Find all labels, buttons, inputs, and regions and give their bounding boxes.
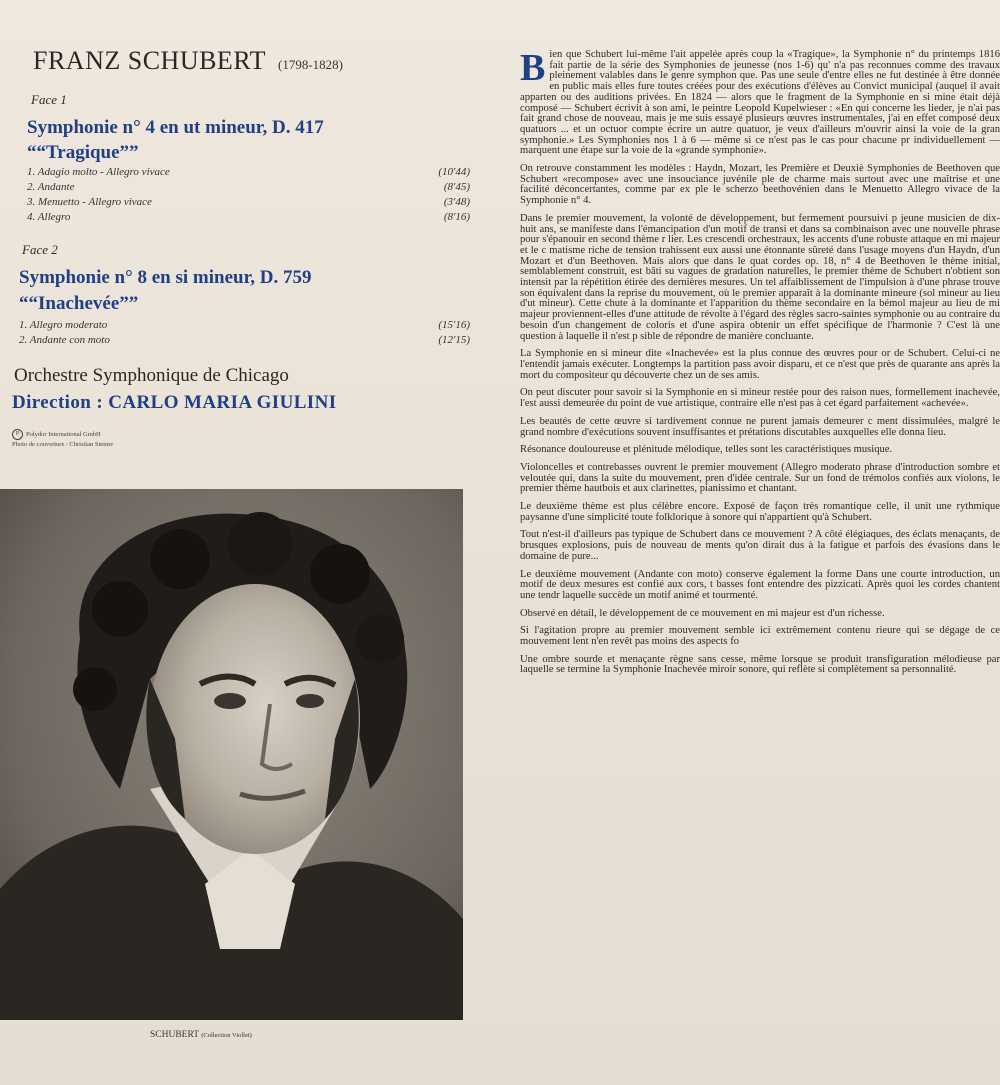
face-1-label: Face 1 xyxy=(31,92,67,107)
label-credit: Polydor International GmbH xyxy=(26,430,101,438)
notes-paragraph xyxy=(520,50,1000,157)
symphony-8-subtitle: ““Inachevée”” xyxy=(19,293,139,314)
composer-dates: (1798-1828) xyxy=(277,57,343,72)
portrait-illustration xyxy=(0,489,463,1020)
track-name: 1. Adagio molto - Allegro vivace xyxy=(27,166,170,178)
track-row xyxy=(19,318,470,333)
photo-credit: Photo de couverture : Christian Steiner xyxy=(12,441,114,448)
paragraph-text: ien que Schubert lui-même l'ait appelée après coup la «Tragique», la Symphonie n° du printemps 1816 fait partie de la série des Symphonies de jeunesse (nos 1-6) qu' n'a pas reconnues comme des travaux pleinement valables dans le genre symphon que. Pas une seule d'entre elles ne fut destinée à être donnée en public mais elles fure toutes créées pour des exécutions d'élèves au Convict municipal (auquel il avait apparten ou des auditions privées. En 1824 — alors que le fragment de la Symphonie en si mine était déjà composé — Schubert écrivit à son ami, le peintre Leopold Kupelwieser : «En qui concerne les lieder, je n'ai pas fait grand chose de nouveau, mais je me suis essayé plusieurs œuvres instrumentales, j'ai en effet composé deux quatuors ... et un octuor compte écrire un autre quatuor, je veux d'ailleurs m'ouvrir ainsi la voie de la gran symphonie.» Les Symphonies nos 1 à 6 — même si ce n'est pas le cas pour chacune pr individuellement — marquent une étape sur la voie de la «grande symphonie». xyxy=(520,50,1000,157)
phonogram-icon: P xyxy=(12,429,23,440)
track-name: 2. Andante con moto xyxy=(19,334,110,346)
track-row xyxy=(27,195,470,210)
track-row xyxy=(27,210,470,225)
composer-header xyxy=(33,46,343,76)
notes-paragraph: Violoncelles et contrebasses ouvrent le premier mouvement (Allegro moderato phrase d'introduction sombre et veloutée qui, dans la suite du mouvement, pren d'idée centrale. Sur un fond de trémolos confiés aux violons, le premier thème hautbois et aux clarinettes, pianissimo et chantant. xyxy=(520,461,1000,495)
orchestra-name: Orchestre Symphonique de Chicago xyxy=(14,365,289,386)
notes-paragraph: Dans le premier mouvement, la volonté de développement, but fermement poursuivi p jeune musicien de dix-huit ans, se manifeste dans l'émancipation d'un motif de transi et dans sa combinaison avec une nouvelle phrase pour s'épanouir en second thème r lier. Les crescendi orchestraux, les accents d'une robuste attaque en mi majeur et le c matisme riche de tension trahissent eux aussi une étonnante sûreté dans l'usage moyens d'un Haydn, d'un Mozart et d'un Beethoven. Mais alors que dans le quat cordes op. 18, n° 4 de Beethoven le thème initial, semblablement construit, est bâti su vagues de gradation naturelles, le premier thème de Schubert n'obtient son intensit par la répétition étirée des dernières mesures. Un tel affaiblissement de l'impulsion à d'une phrase trouve son équivalent dans la reprise du mouvement, où le premier apparaît à la dominante mineure (sol mineur au lieu d'ut mineur). Cette chute à la dominante et l'apparition du thème secondaire en la bémol majeur au lieu de mi majeur proviennent-elles d'une attitude de révolte à l'égard des règles sacro-saintes symphonie ou au contraire du besoin d'un changement de coloris et d'une aspira obtenir un effet spécifique de l'harmonie ? C'est là une question à laquelle il n'est p sible de répondre de manière concluante. xyxy=(520,212,1000,342)
notes-paragraph: On retrouve constamment les modèles : Haydn, Mozart, les Première et Deuxiè Symphonies de Beethoven que Schubert «recompose» avec une insouciance juvénile ple de charme mais surtout avec une maîtrise et une facilité déconcertantes, comme par ex ple le scherzo beethovénien dans le Menuetto Allegro vivace de la Symphonie n° 4. xyxy=(520,163,1000,207)
track-duration: (10'44) xyxy=(438,166,470,178)
notes-paragraph: Observé en détail, le développement de ce mouvement en mi majeur est d'un richesse. xyxy=(520,607,885,619)
caption-name: SCHUBERT xyxy=(150,1030,199,1040)
composer-name: FRANZ SCHUBERT xyxy=(33,46,266,75)
notes-paragraph: On peut discuter pour savoir si la Symphonie en si mineur restée pour des raison nues, formellement inachevée, l'est aussi demeurée du point de vue artistique, contraire elle n'est pas à cet égard parfaitement «achevée». xyxy=(520,387,1000,410)
face-2-tracklist xyxy=(19,318,470,348)
track-name: 4. Allegro xyxy=(27,211,71,223)
portrait-caption xyxy=(150,1030,252,1040)
liner-notes-column xyxy=(520,50,1000,1080)
drop-cap: B xyxy=(520,50,546,89)
liner-notes-text xyxy=(520,50,1000,683)
caption-credit: (Collection Viollet) xyxy=(201,1032,252,1039)
track-duration: (8'16) xyxy=(443,211,470,223)
track-duration: (8'45) xyxy=(443,181,470,193)
notes-paragraph: Résonance douloureuse et plénitude mélodique, telles sont les caractéristiques musique. xyxy=(520,444,893,456)
track-row xyxy=(19,333,470,348)
conductor-direction: Direction : CARLO MARIA GIULINI xyxy=(12,392,337,413)
track-row xyxy=(27,180,470,195)
track-name: 1. Allegro moderato xyxy=(19,319,108,331)
track-duration: (15'16) xyxy=(438,319,470,331)
notes-paragraph: Tout n'est-il d'ailleurs pas typique de Schubert dans ce mouvement ? A côté élégiaques, des éclats menaçants, de brusques explosions, puis de nouveau de ments qu'on dirait dus à la fatigue et parfois des évasions dans le domaine de pure... xyxy=(520,529,1000,562)
symphony-4-subtitle: ““Tragique”” xyxy=(27,142,139,163)
face-1-tracklist xyxy=(27,165,470,225)
notes-paragraph: Les beautés de cette œuvre si tardivement connue ne purent jamais demeurer c ment dissimulées, malgré le grand nombre d'exécutions souvent insuffisantes et prétations discutables auxquelles elle donna lieu. xyxy=(520,415,1000,438)
track-duration: (12'15) xyxy=(438,334,470,346)
face-2-label: Face 2 xyxy=(22,242,58,257)
notes-paragraph: Une ombre sourde et menaçante règne sans cesse, même lorsque se produit transfiguration mélodieuse par laquelle se termine la Symphonie Inachevée miroir sonore, qui reflète si complètement sa personnalité. xyxy=(520,653,1000,676)
track-name: 2. Andante xyxy=(27,181,75,193)
symphony-4-title: Symphonie n° 4 en ut mineur, D. 417 xyxy=(27,117,324,138)
notes-paragraph: Le deuxième thème est plus célèbre encore. Exposé de façon très romantique celle, il unit une rythmique paysanne d'une simplicité toute folklorique à sonore qui n'appartient qu'à Schubert. xyxy=(520,501,1000,523)
schubert-portrait-image xyxy=(0,489,463,1020)
notes-paragraph: La Symphonie en si mineur dite «Inachevée» est la plus connue des œuvres pour or de Schubert. Celui-ci ne l'entendit jamais exécuter. Longtemps la partition pass avoir disparu, et ce n'est que près de quarante ans après la mort du compositeur qu découverte chez un de ses amis. xyxy=(520,348,1000,381)
credits-block xyxy=(12,429,113,449)
symphony-8-title: Symphonie n° 8 en si mineur, D. 759 xyxy=(19,267,312,288)
notes-paragraph: Le deuxième mouvement (Andante con moto) conserve également la forme Dans une courte introduction, un motif de deux mesures est confié aux cors, t basses font entendre des pizzicati. Après quoi les cordes chantent une tendr laquelle succède un motif animé et tourmenté. xyxy=(520,568,1000,601)
track-duration: (3'48) xyxy=(443,196,470,208)
track-row xyxy=(27,165,470,180)
track-name: 3. Menuetto - Allegro vivace xyxy=(27,196,152,208)
notes-paragraph: Si l'agitation propre au premier mouvement semble ici extrêmement contenu rieure qui se dégage de ce mouvement lent n'en revêt pas moins des aspects fo xyxy=(520,625,1000,648)
